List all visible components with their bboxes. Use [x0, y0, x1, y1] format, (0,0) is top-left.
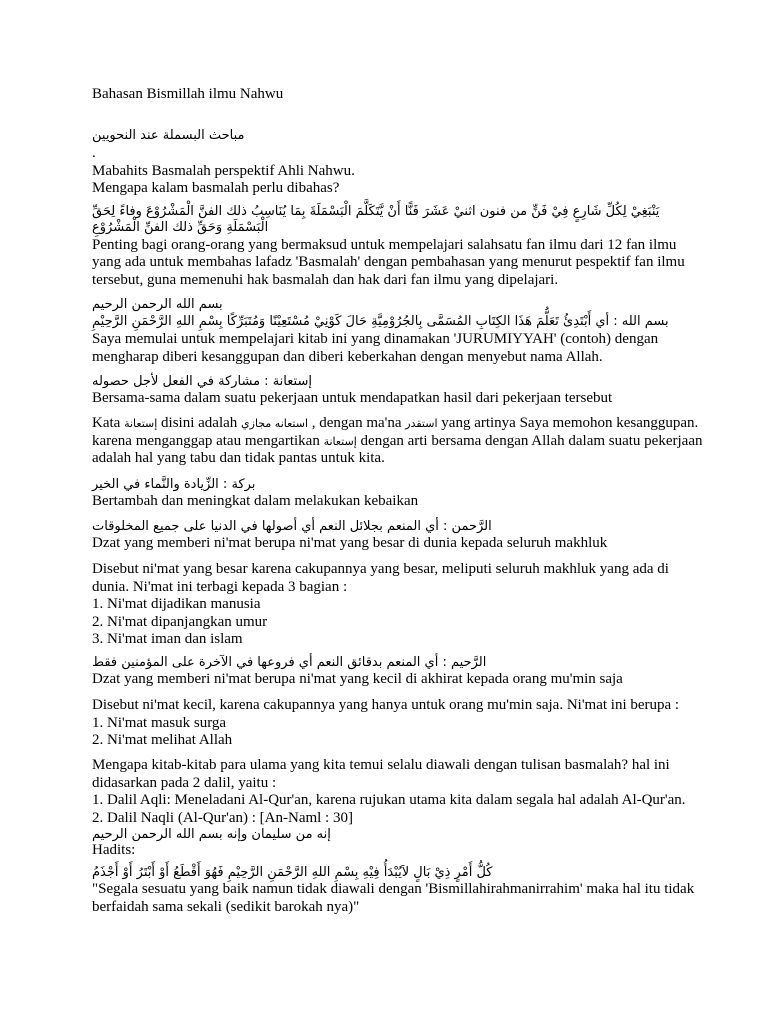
paragraph-line: "Segala sesuatu yang baik namun tidak diawali dengan 'Bismillahirahmanirrahim' maka hal itu tidak — [92, 881, 695, 898]
ar-rahman-translation: Dzat yang memberi ni'mat berupa ni'mat yang besar di dunia kepada seluruh makhluk — [92, 535, 608, 552]
intro-block — [92, 145, 680, 198]
basmalah-arabic: بسم الله الرحمن الرحيم — [92, 297, 223, 313]
text-segment: disini adalah — [157, 415, 242, 432]
list-item: 1. Ni'mat dijadikan manusia — [92, 596, 261, 613]
paragraph-line: yang ada untuk membahas lafadz 'Basmalah' dengan pembahasan yang menurut pespektif fan ilmu — [92, 254, 685, 271]
arabic-term: استقدر — [405, 417, 438, 431]
istianah-translation: Bersama-sama dalam suatu pekerjaan untuk mendapatkan hasil dari pekerjaan tersebut — [92, 390, 613, 407]
intro-line: Mabahits Basmalah perspektif Ahli Nahwu. — [92, 162, 355, 179]
hadits-label: Hadits: — [92, 842, 136, 859]
list-item: 2. Ni'mat dipanjangkan umur — [92, 613, 268, 630]
ar-rahman-explanation — [92, 561, 680, 649]
arabic-term: استعانه مجازي — [241, 417, 309, 431]
paragraph-line: Penting bagi orang-orang yang bermaksud untuk mempelajari salahsatu fan ilmu dari 12 fan ilmu — [92, 236, 677, 253]
paragraph-line: mengharap diberi kesanggupan dan diberi keberkahan dengan menyebut nama Allah. — [92, 348, 603, 365]
reason-block — [92, 757, 686, 827]
arabic-term: إستعانة — [124, 417, 158, 431]
list-item: 2. Ni'mat melihat Allah — [92, 732, 233, 749]
paragraph-line: Disebut ni'mat yang besar karena cakupannya yang besar, meliputi seluruh makhluk yang ada di — [92, 561, 669, 578]
paragraph-line: adalah hal yang tabu dan tidak pantas untuk kita. — [92, 450, 385, 467]
paragraph-line: Mengapa kitab-kitab para ulama yang kita temui selalu diawali dengan tulisan basmalah? hal ini — [92, 757, 670, 774]
barakah-definition-arabic: بركة : الزِّيادة والنَّماء في الخير — [92, 476, 256, 492]
text-segment: dengan arti bersama dengan Allah dalam suatu pekerjaan — [356, 432, 703, 449]
text-segment: Kata — [92, 415, 125, 432]
intro-line: Mengapa kalam basmalah perlu dibahas? — [92, 180, 340, 197]
quote-translation — [92, 236, 685, 290]
separator-dot: . — [92, 145, 96, 162]
document-body — [92, 86, 703, 916]
hadits-translation — [92, 881, 695, 916]
document-title: Bahasan Bismillah ilmu Nahwu — [92, 86, 284, 102]
text-segment: yang artinya Saya memohon kesanggupan. — [437, 415, 699, 432]
ar-rahim-translation: Dzat yang memberi ni'mat berupa ni'mat yang kecil di akhirat kepada orang mu'min saja — [92, 671, 623, 688]
basmalah-arabic-block — [92, 296, 680, 330]
paragraph-line: Disebut ni'mat kecil, karena cakupannya yang hanya untuk orang mu'min saja. Ni'mat ini berupa : — [92, 697, 680, 714]
barakah-translation: Bertambah dan meningkat dalam melakukan kebaikan — [92, 492, 419, 509]
paragraph-line: tersebut, guna memenuhi hak basmalah dan hak dari fan ilmu yang dipelajari. — [92, 271, 559, 288]
ar-rahim-definition-arabic: الرَّحيم : أي المنعم بدقائق النعم أي فروعها في الآخرة على المؤمنين فقط — [92, 654, 487, 670]
quran-verse-arabic: إنه من سليمان وإنه بسم الله الرحمن الرحيم — [92, 827, 331, 843]
text-segment: karena menganggap atau mengartikan — [92, 432, 324, 449]
list-item: 1. Dalil Aqli: Meneladani Al-Qur'an, karena rujukan utama kita dalam segala hal adalah Al-Qur'an. — [92, 792, 686, 809]
paragraph-line — [92, 415, 699, 433]
list-item: 2. Dalil Naqli (Al-Qur'an) : [An-Naml : 30] — [92, 809, 353, 826]
list-item: 1. Ni'mat masuk surga — [92, 714, 227, 731]
text-segment: , dengan ma'na — [308, 415, 406, 432]
paragraph-line — [92, 432, 703, 451]
paragraph-line: berfaidah sama sekali (sedikit barokah nya)" — [92, 898, 360, 915]
hadits-arabic: كُلُّ أَمْرٍ ذِيْ بَالٍ لاَيُبْدَأُ فِيْهِ بِسْمِ اللهِ الرَّحْمَنِ الرَّحِيْمِ فَهُوَ أَقْطَعُ أَوْ أَبْتَرُ أَوْ أَجْذَمُ — [92, 864, 493, 880]
basmalah-translation — [92, 331, 680, 366]
ar-rahim-explanation — [92, 697, 680, 750]
ar-rahman-definition-arabic: الرَّحمن : أي المنعم بجلائل النعم أي أصولها في الدنيا على جميع المخلوقات — [92, 518, 492, 534]
list-item: 3. Ni'mat iman dan islam — [92, 631, 243, 648]
arabic-quote: يَنْبَغِيْ لِكُلِّ شَارِعٍ فِيْ فَنٍّ من فنون اثنيْ عَشَرَ فَنًّا أَنْ يَّتَكَلَّمَ الْبَسْمَلَةَ بِمَا يُنَاسِبُ ذلك الفنَّ الْمَشْرُوْعَ وفاءً لِحَقِّ الْبَسْمَلَةِ وَحَقِّ ذلك الفنِّ الْمَشْرُوْعِ — [92, 203, 660, 236]
arabic-heading: مباحث البسملة عند النحويين — [92, 127, 245, 143]
paragraph-line: didasarkan pada 2 dalil, yaitu : — [92, 774, 277, 791]
istianah-usage — [92, 415, 703, 468]
istianah-definition-arabic: إستعانة : مشاركة في الفعل لأجل حصوله — [92, 374, 312, 390]
paragraph-line: dunia. Ni'mat ini terbagi kepada 3 bagian : — [92, 578, 348, 595]
arabic-term: إستعانة — [323, 434, 357, 448]
paragraph-line: Saya memulai untuk mempelajari kitab ini yang dinamakan 'JURUMIYYAH' (contoh) dengan — [92, 331, 659, 348]
basmalah-explanation-arabic: بسم الله : أي أَبْتَدِئُ تَعَلُّمَ هَذَا الكِتَابِ المُسَمَّى بِالجُرُوْمِيَّةِ حَالَ كَوْنِيْ مُسْتَعِيْنًا وَمُتَبَرِّكًا بِسْمِ اللهِ الرَّحْمَنِ الرَّحِيْمِ — [92, 314, 669, 330]
